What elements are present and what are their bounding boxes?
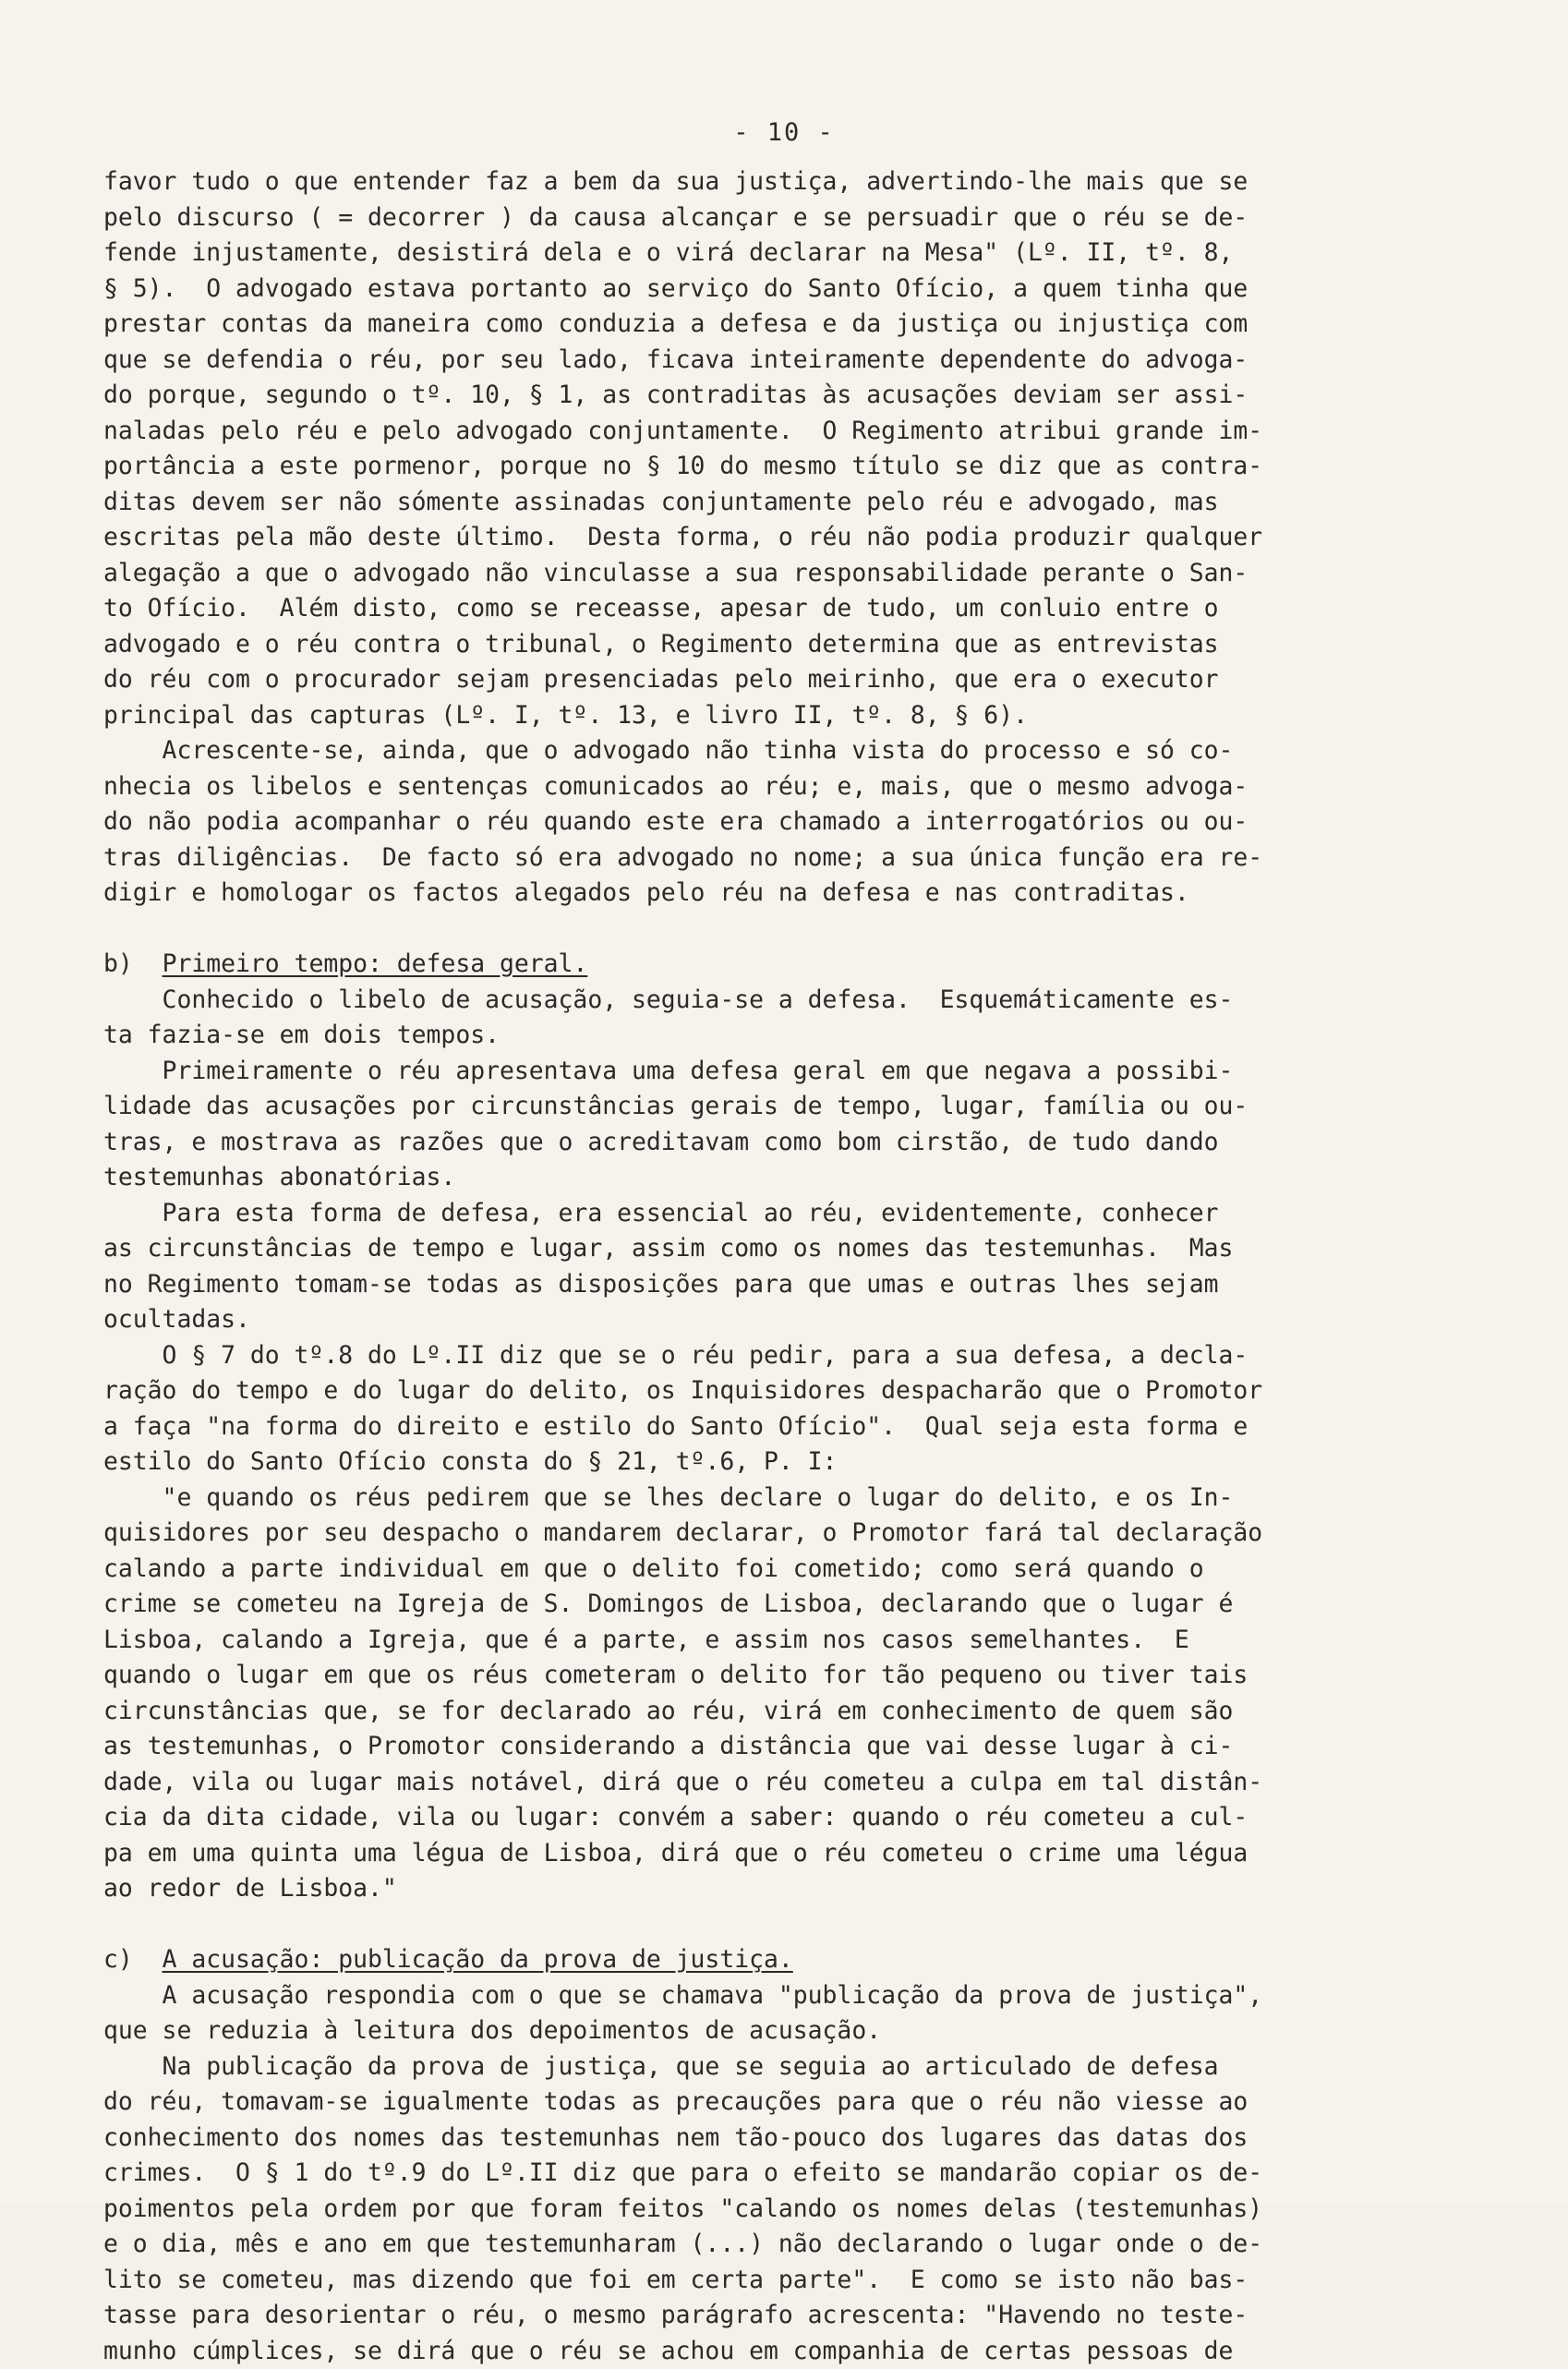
text-line: que se defendia o réu, por seu lado, ficava inteiramente dependente do advoga- <box>103 343 1415 379</box>
opening-paragraph <box>103 164 1415 912</box>
section-b-marker: b) <box>103 949 133 978</box>
section-c-marker: c) <box>103 1945 133 1974</box>
text-line: Primeiramente o réu apresentava uma defesa geral em que negava a possibi- <box>103 1054 1415 1090</box>
text-line: O § 7 do tº.8 do Lº.II diz que se o réu pedir, para a sua defesa, a decla- <box>103 1338 1415 1374</box>
text-line: § 5). O advogado estava portanto ao serviço do Santo Ofício, a quem tinha que <box>103 272 1415 308</box>
text-line: pelo discurso ( = decorrer ) da causa alcançar e se persuadir que o réu se de- <box>103 200 1415 236</box>
text-line: prestar contas da maneira como conduzia a defesa e da justiça ou injustiça com <box>103 307 1415 343</box>
spacer <box>103 912 1415 948</box>
text-line: ocultadas. <box>103 1302 1415 1338</box>
text-line: quisidores por seu despacho o mandarem declarar, o Promotor fará tal declaração <box>103 1516 1415 1552</box>
text-line: tras, e mostrava as razões que o acreditavam como bom cirstão, de tudo dando <box>103 1125 1415 1161</box>
text-line: ao redor de Lisboa." <box>103 1871 1415 1907</box>
text-line: pa em uma quinta uma légua de Lisboa, dirá que o réu cometeu o crime uma légua <box>103 1836 1415 1872</box>
text-line: do réu com o procurador sejam presenciadas pelo meirinho, que era o executor <box>103 662 1415 698</box>
text-line: favor tudo o que entender faz a bem da sua justiça, advertindo-lhe mais que se <box>103 164 1415 200</box>
text-line: ração do tempo e do lugar do delito, os Inquisidores despacharão que o Promotor <box>103 1373 1415 1409</box>
text-line: portância a este pormenor, porque no § 10 do mesmo título se diz que as contra- <box>103 449 1415 485</box>
text-line: a faça "na forma do direito e estilo do Santo Ofício". Qual seja esta forma e <box>103 1409 1415 1445</box>
section-b-heading <box>103 947 1415 983</box>
text-line: advogado e o réu contra o tribunal, o Regimento determina que as entrevistas <box>103 627 1415 663</box>
section-b-body <box>103 983 1415 1907</box>
text-line: nhecia os libelos e sentenças comunicados ao réu; e, mais, que o mesmo advoga- <box>103 769 1415 805</box>
text-line: do porque, segundo o tº. 10, § 1, as contraditas às acusações deviam ser assi- <box>103 378 1415 414</box>
text-line: quando o lugar em que os réus cometeram o delito for tão pequeno ou tiver tais <box>103 1658 1415 1694</box>
text-line: lidade das acusações por circunstâncias gerais de tempo, lugar, família ou ou- <box>103 1089 1415 1125</box>
text-line: munho cúmplices, se dirá que o réu se achou em companhia de certas pessoas de <box>103 2334 1415 2369</box>
text-line: principal das capturas (Lº. I, tº. 13, e livro II, tº. 8, § 6). <box>103 698 1415 734</box>
text-line: estilo do Santo Ofício consta do § 21, tº.6, P. I: <box>103 1444 1415 1481</box>
text-line: as circunstâncias de tempo e lugar, assim como os nomes das testemunhas. Mas <box>103 1231 1415 1267</box>
text-line: testemunhas abonatórias. <box>103 1160 1415 1196</box>
text-line: ditas devem ser não sómente assinadas conjuntamente pelo réu e advogado, mas <box>103 485 1415 521</box>
text-line: as testemunhas, o Promotor considerando a distância que vai desse lugar à ci- <box>103 1729 1415 1765</box>
section-b-title: Primeiro tempo: defesa geral. <box>163 949 588 978</box>
text-line: e o dia, mês e ano em que testemunharam (...) não declarando o lugar onde o de- <box>103 2227 1415 2263</box>
section-c-heading <box>103 1942 1415 1978</box>
text-line: conhecimento dos nomes das testemunhas nem tão-pouco dos lugares das datas dos <box>103 2121 1415 2157</box>
text-line: crimes. O § 1 do tº.9 do Lº.II diz que para o efeito se mandarão copiar os de- <box>103 2156 1415 2192</box>
page-body <box>103 164 1415 2369</box>
text-line: calando a parte individual em que o delito foi cometido; como será quando o <box>103 1552 1415 1588</box>
text-line: poimentos pela ordem por que foram feitos "calando os nomes delas (testemunhas) <box>103 2192 1415 2228</box>
text-line: "e quando os réus pedirem que se lhes declare o lugar do delito, e os In- <box>103 1481 1415 1517</box>
section-c-title: A acusação: publicação da prova de justiça. <box>163 1945 793 1974</box>
text-line: no Regimento tomam-se todas as disposições para que umas e outras lhes sejam <box>103 1267 1415 1303</box>
text-line: fende injustamente, desistirá dela e o virá declarar na Mesa" (Lº. II, tº. 8, <box>103 236 1415 272</box>
text-line: circunstâncias que, se for declarado ao réu, virá em conhecimento de quem são <box>103 1694 1415 1730</box>
text-line: dade, vila ou lugar mais notável, dirá que o réu cometeu a culpa em tal distân- <box>103 1765 1415 1801</box>
text-line: lito se cometeu, mas dizendo que foi em certa parte". E como se isto não bas- <box>103 2263 1415 2299</box>
text-line: Para esta forma de defesa, era essencial ao réu, evidentemente, conhecer <box>103 1196 1415 1232</box>
text-line: escritas pela mão deste último. Desta forma, o réu não podia produzir qualquer <box>103 520 1415 556</box>
text-line: Na publicação da prova de justiça, que se seguia ao articulado de defesa <box>103 2049 1415 2085</box>
text-line: cia da dita cidade, vila ou lugar: convém a saber: quando o réu cometeu a cul- <box>103 1800 1415 1836</box>
section-c-body <box>103 1978 1415 2369</box>
text-line: tasse para desorientar o réu, o mesmo parágrafo acrescenta: "Havendo no teste- <box>103 2298 1415 2334</box>
text-line: digir e homologar os factos alegados pelo réu na defesa e nas contraditas. <box>103 876 1415 912</box>
text-line: Acrescente-se, ainda, que o advogado não tinha vista do processo e só co- <box>103 733 1415 769</box>
text-line: crime se cometeu na Igreja de S. Domingos de Lisboa, declarando que o lugar é <box>103 1587 1415 1623</box>
spacer <box>103 1907 1415 1943</box>
text-line: to Ofício. Além disto, como se receasse, apesar de tudo, um conluio entre o <box>103 591 1415 627</box>
text-line: do não podia acompanhar o réu quando este era chamado a interrogatórios ou ou- <box>103 804 1415 840</box>
text-line: naladas pelo réu e pelo advogado conjuntamente. O Regimento atribui grande im- <box>103 414 1415 450</box>
text-line: tras diligências. De facto só era advogado no nome; a sua única função era re- <box>103 840 1415 876</box>
text-line: que se reduzia à leitura dos depoimentos de acusação. <box>103 2013 1415 2049</box>
text-line: Conhecido o libelo de acusação, seguia-se a defesa. Esquemáticamente es- <box>103 983 1415 1019</box>
text-line: A acusação respondia com o que se chamava "publicação da prova de justiça", <box>103 1978 1415 2014</box>
text-line: do réu, tomavam-se igualmente todas as precauções para que o réu não viesse ao <box>103 2085 1415 2121</box>
page-number: - 10 - <box>0 118 1568 147</box>
text-line: ta fazia-se em dois tempos. <box>103 1018 1415 1054</box>
text-line: alegação a que o advogado não vinculasse a sua responsabilidade perante o San- <box>103 556 1415 592</box>
text-line: Lisboa, calando a Igreja, que é a parte, e assim nos casos semelhantes. E <box>103 1623 1415 1659</box>
